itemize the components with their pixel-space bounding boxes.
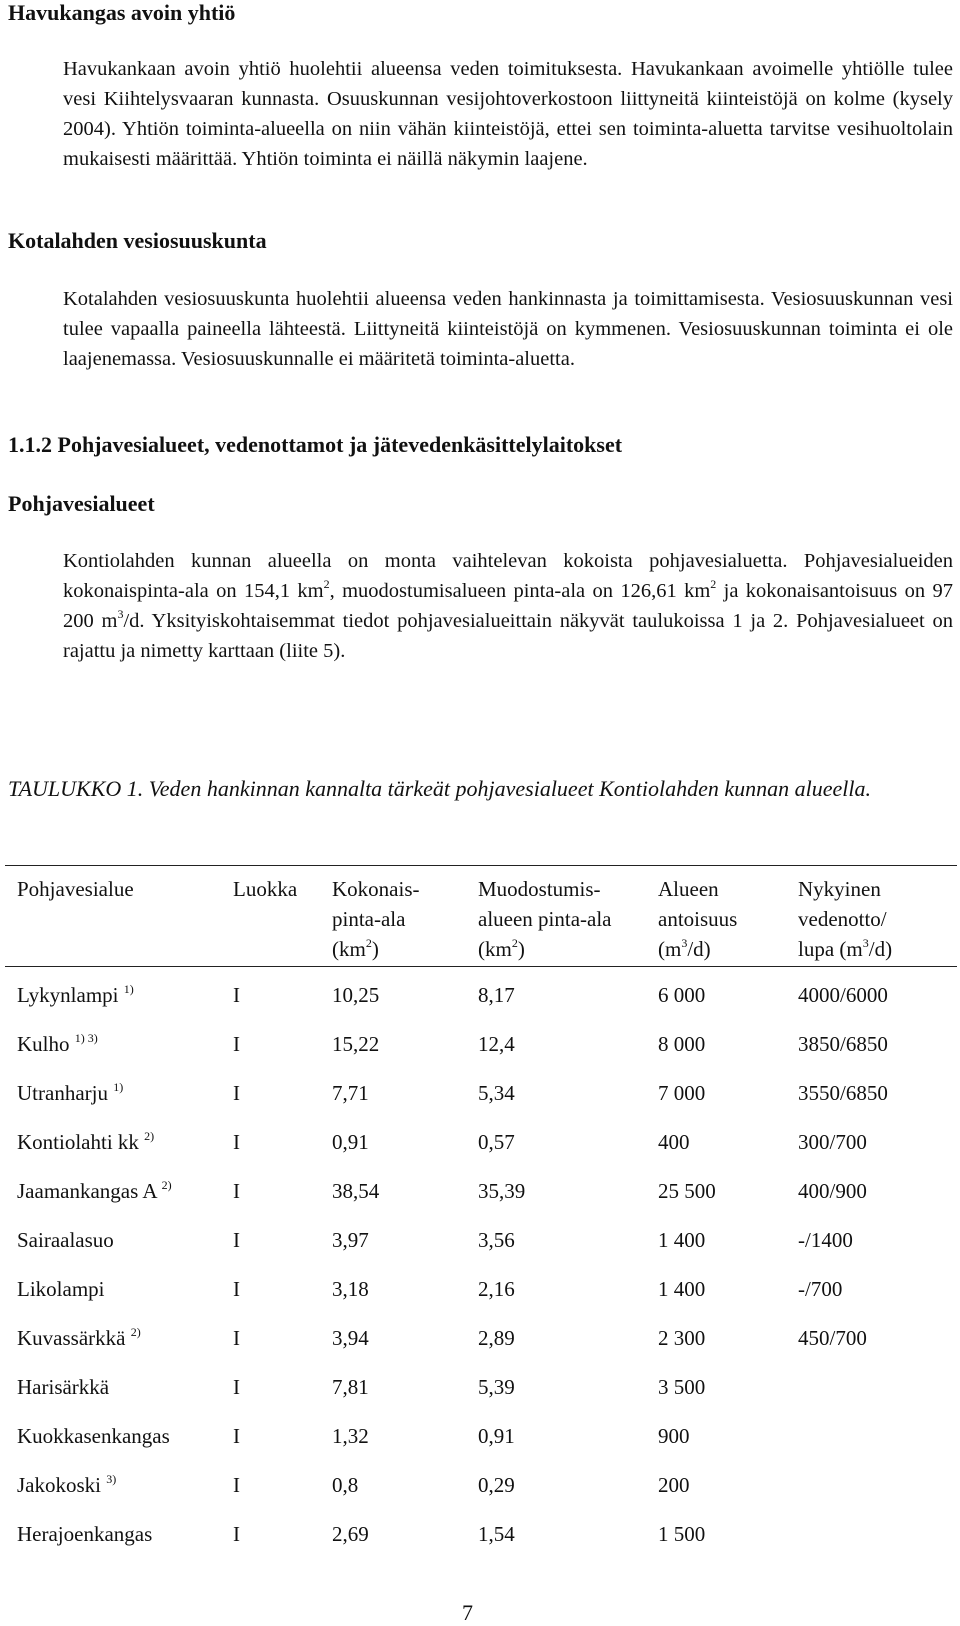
cell-vedenotto: -/700: [798, 1276, 843, 1301]
groundwater-table: [5, 868, 957, 1558]
cell-pohjavesialue: Utranharju $^{1)}$: [17, 1079, 124, 1105]
header-muodostumisalue: Muodostumis- alueen pinta-ala $(km^2)$: [478, 877, 612, 961]
header-antoisuus: Alueen antoisuus $(m^3/d)$: [658, 877, 738, 961]
cell-vedenotto: [786, 1362, 957, 1411]
cell-luokka: I: [233, 1374, 240, 1399]
cell-pohjavesialue: Herajoenkangas: [17, 1521, 153, 1546]
cell-pohjavesialue: Kontiolahti kk $^{2)}$: [17, 1128, 155, 1154]
cell-luokka: I: [233, 1472, 240, 1497]
table-row: [5, 970, 957, 1019]
cell-antoisuus: 400: [658, 1129, 690, 1154]
cell-pohjavesialue: Kuvassärkkä $^{2)}$: [17, 1324, 141, 1350]
cell-antoisuus: 1 500: [658, 1521, 706, 1546]
cell-muodostumisalue: 0,91: [478, 1423, 515, 1448]
table-row: [5, 1068, 957, 1117]
cell-pohjavesialue: Lykynlampi $^{1)}$: [17, 981, 134, 1007]
cell-antoisuus: 3 500: [658, 1374, 706, 1399]
cell-kokonaispinta-ala: 10,25: [332, 982, 380, 1007]
cell-muodostumisalue: 5,34: [478, 1080, 515, 1105]
table-body: [5, 970, 957, 1558]
footnote-marker: 1) 3): [74, 1030, 98, 1045]
cell-kokonaispinta-ala: 15,22: [332, 1031, 380, 1056]
paragraph-pohjavesialueet: Kontiolahden kunnan alueella on monta vaihtelevan kokoista pohjavesialuetta. Pohjavesialueiden kokonaispinta-ala on 154,1 $km^2$, muodostumisalueen pinta-ala on 126,61 $km^2$ ja kokonaisantoisuus on 97 200 $m^3/d$. Yksityiskohtaisemmat tiedot pohjavesialueittain näkyvät taulukoissa 1 ja 2. Pohjavesialueet on rajattu ja nimetty karttaan (liite 5).: [63, 550, 953, 662]
cell-luokka: I: [233, 1178, 240, 1203]
cell-antoisuus: 1 400: [658, 1276, 706, 1301]
page-number: 7: [462, 1600, 473, 1625]
cell-pohjavesialue: Likolampi: [17, 1276, 105, 1301]
cell-luokka: I: [233, 1276, 240, 1301]
table-row: [5, 1411, 957, 1460]
footnote-marker: 2): [130, 1324, 141, 1339]
paragraph-kotalahti: Kotalahden vesiosuuskunta huolehtii alueensa veden hankinnasta ja toimittamisesta. Vesiosuuskunnan vesi tulee vapaalla paineella lähteestä. Liittyneitä kiinteistöjä on kymmenen. Vesiosuuskunnan toiminta ei ole laajenemassa. Vesiosuuskunnalle ei määritetä toiminta-aluetta.: [63, 288, 953, 370]
cell-kokonaispinta-ala: 3,18: [332, 1276, 369, 1301]
cell-muodostumisalue: 2,89: [478, 1325, 515, 1350]
cell-kokonaispinta-ala: 3,97: [332, 1227, 369, 1252]
cell-kokonaispinta-ala: 1,32: [332, 1423, 369, 1448]
heading-kotalahti: Kotalahden vesiosuuskunta: [8, 228, 267, 253]
cell-pohjavesialue: Jaamankangas A $^{2)}$: [17, 1177, 172, 1203]
cell-luokka: I: [233, 1325, 240, 1350]
cell-antoisuus: 25 500: [658, 1178, 716, 1203]
table-header: [5, 868, 957, 970]
cell-luokka: I: [233, 1521, 240, 1546]
cell-kokonaispinta-ala: 0,91: [332, 1129, 369, 1154]
cell-kokonaispinta-ala: 3,94: [332, 1325, 369, 1350]
table-row: [5, 1460, 957, 1509]
table-row: [5, 1313, 957, 1362]
cell-pohjavesialue: Harisärkkä: [17, 1374, 110, 1399]
table-row: [5, 1362, 957, 1411]
cell-antoisuus: 6 000: [658, 982, 706, 1007]
cell-vedenotto: [786, 1460, 957, 1509]
cell-muodostumisalue: 12,4: [478, 1031, 515, 1056]
cell-muodostumisalue: 35,39: [478, 1178, 526, 1203]
cell-muodostumisalue: 3,56: [478, 1227, 515, 1252]
footnote-marker: 2): [144, 1128, 155, 1143]
footnote-marker: 1): [113, 1079, 124, 1094]
cell-pohjavesialue: Sairaalasuo: [17, 1227, 114, 1252]
cell-vedenotto: -/1400: [798, 1227, 853, 1252]
cell-luokka: I: [233, 1423, 240, 1448]
heading-havukangas: Havukangas avoin yhtiö: [8, 0, 236, 25]
cell-luokka: I: [233, 1227, 240, 1252]
cell-antoisuus: 200: [658, 1472, 690, 1497]
footnote-marker: 1): [123, 981, 134, 996]
table-row: [5, 1166, 957, 1215]
table-row: [5, 1019, 957, 1068]
table-row: [5, 1215, 957, 1264]
cell-antoisuus: 2 300: [658, 1325, 706, 1350]
table-row: [5, 1117, 957, 1166]
table-row: [5, 1264, 957, 1313]
cell-antoisuus: 8 000: [658, 1031, 706, 1056]
header-pohjavesialue: Pohjavesialue: [17, 877, 134, 901]
cell-vedenotto: 400/900: [798, 1178, 867, 1203]
cell-antoisuus: 7 000: [658, 1080, 706, 1105]
cell-muodostumisalue: 0,29: [478, 1472, 515, 1497]
header-vedenotto: Nykyinen vedenotto/ lupa $(m^3/d)$: [798, 877, 893, 961]
cell-vedenotto: 300/700: [798, 1129, 867, 1154]
cell-luokka: I: [233, 1080, 240, 1105]
footnote-marker: 2): [161, 1177, 172, 1192]
footnote-marker: 3): [106, 1471, 117, 1486]
cell-kokonaispinta-ala: 0,8: [332, 1472, 359, 1497]
cell-muodostumisalue: 1,54: [478, 1521, 515, 1546]
table-caption: TAULUKKO 1. Veden hankinnan kannalta tärkeät pohjavesialueet Kontiolahden kunnan alueella.: [8, 776, 871, 801]
cell-kokonaispinta-ala: 2,69: [332, 1521, 369, 1546]
cell-vedenotto: 4000/6000: [798, 982, 888, 1007]
cell-antoisuus: 1 400: [658, 1227, 706, 1252]
cell-kokonaispinta-ala: 7,81: [332, 1374, 369, 1399]
cell-vedenotto: 3550/6850: [798, 1080, 888, 1105]
cell-muodostumisalue: 0,57: [478, 1129, 515, 1154]
heading-section-1-1-2: 1.1.2 Pohjavesialueet, vedenottamot ja jätevedenkäsittelylaitokset: [8, 432, 623, 457]
cell-antoisuus: 900: [658, 1423, 690, 1448]
cell-pohjavesialue: Kulho $^{1) 3)}$: [17, 1030, 98, 1056]
table-row: [5, 1509, 957, 1558]
cell-luokka: I: [233, 982, 240, 1007]
cell-muodostumisalue: 5,39: [478, 1374, 515, 1399]
cell-vedenotto: 450/700: [798, 1325, 867, 1350]
cell-vedenotto: [786, 1411, 957, 1460]
cell-kokonaispinta-ala: 7,71: [332, 1080, 369, 1105]
table-header-rule: [5, 966, 957, 967]
cell-kokonaispinta-ala: 38,54: [332, 1178, 380, 1203]
paragraph-havukangas: Havukankaan avoin yhtiö huolehtii alueensa veden toimituksesta. Havukankaan avoimelle yhtiölle tulee vesi Kiihtelysvaaran kunnasta. Osuuskunnan vesijohtoverkostoon liittyneitä kiinteistöjä on kolme (kysely 2004). Yhtiön toiminta-alueella on niin vähän kiinteistöjä, ettei sen toiminta-aluetta tarvitse vesihuoltolain mukaisesti määrittää. Yhtiön toiminta ei näillä näkymin laajene.: [63, 58, 953, 170]
cell-luokka: I: [233, 1129, 240, 1154]
heading-pohjavesialueet: Pohjavesialueet: [8, 491, 155, 516]
cell-vedenotto: 3850/6850: [798, 1031, 888, 1056]
cell-muodostumisalue: 2,16: [478, 1276, 515, 1301]
header-luokka: Luokka: [233, 877, 298, 901]
cell-luokka: I: [233, 1031, 240, 1056]
cell-muodostumisalue: 8,17: [478, 982, 515, 1007]
table-top-rule: [5, 865, 957, 866]
cell-pohjavesialue: Kuokkasenkangas: [17, 1423, 170, 1448]
cell-pohjavesialue: Jakokoski $^{3)}$: [17, 1471, 117, 1497]
cell-vedenotto: [786, 1509, 957, 1558]
header-kokonaispinta-ala: Kokonais- pinta-ala $(km^2)$: [332, 877, 420, 961]
